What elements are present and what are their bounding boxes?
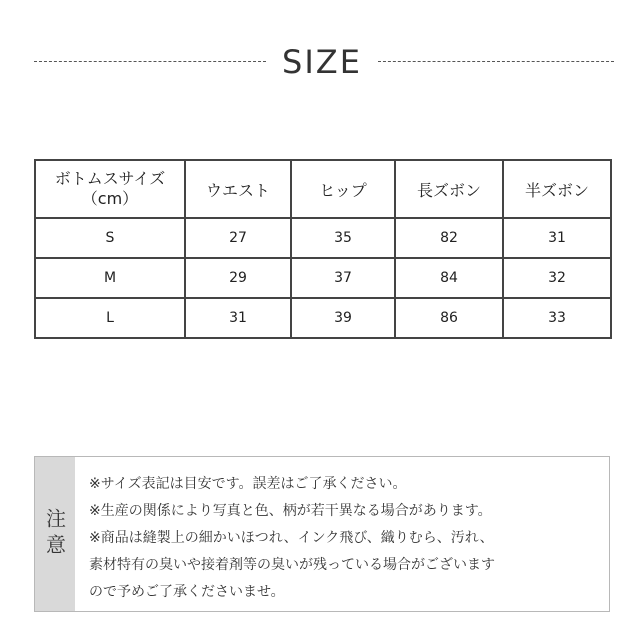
notes-heading: 注意 [42, 508, 67, 560]
title-divider-right [378, 61, 614, 62]
waist-cell: 31 [185, 298, 291, 338]
size-table [34, 159, 612, 339]
size-label-cell: S [35, 218, 185, 258]
table-row [35, 258, 611, 298]
note-line: ※商品は縫製上の細かいほつれ、インク飛び、織りむら、汚れ、 [89, 530, 494, 546]
page-title: SIZE [282, 43, 362, 81]
table-row [35, 218, 611, 258]
note-line: ※サイズ表記は目安です。誤差はご了承ください。 [89, 476, 407, 492]
hip-cell: 39 [291, 298, 395, 338]
size-label-cell: L [35, 298, 185, 338]
short-pants-cell: 32 [503, 258, 611, 298]
title-row [0, 40, 640, 84]
header-short-pants: 半ズボン [503, 160, 611, 218]
header-bottoms-size-label: ボトムスサイズ （cm） [54, 169, 166, 208]
note-line: 素材特有の臭いや接着剤等の臭いが残っている場合がございます [89, 557, 495, 573]
header-hip: ヒップ [291, 160, 395, 218]
short-pants-cell: 33 [503, 298, 611, 338]
long-pants-cell: 82 [395, 218, 503, 258]
size-table-header-row [35, 160, 611, 218]
notes-sidebar [35, 457, 75, 611]
notes-body [89, 471, 603, 606]
table-row [35, 298, 611, 338]
header-waist: ウエスト [185, 160, 291, 218]
short-pants-cell: 31 [503, 218, 611, 258]
long-pants-cell: 84 [395, 258, 503, 298]
header-bottoms-size [35, 160, 185, 218]
waist-cell: 27 [185, 218, 291, 258]
header-long-pants: 長ズボン [395, 160, 503, 218]
hip-cell: 37 [291, 258, 395, 298]
hip-cell: 35 [291, 218, 395, 258]
long-pants-cell: 86 [395, 298, 503, 338]
waist-cell: 29 [185, 258, 291, 298]
title-divider-left [34, 61, 266, 62]
size-label-cell: M [35, 258, 185, 298]
notes-box [34, 456, 610, 612]
note-line: ので予めご了承くださいませ。 [89, 584, 285, 600]
note-line: ※生産の関係により写真と色、柄が若干異なる場合があります。 [89, 503, 492, 519]
